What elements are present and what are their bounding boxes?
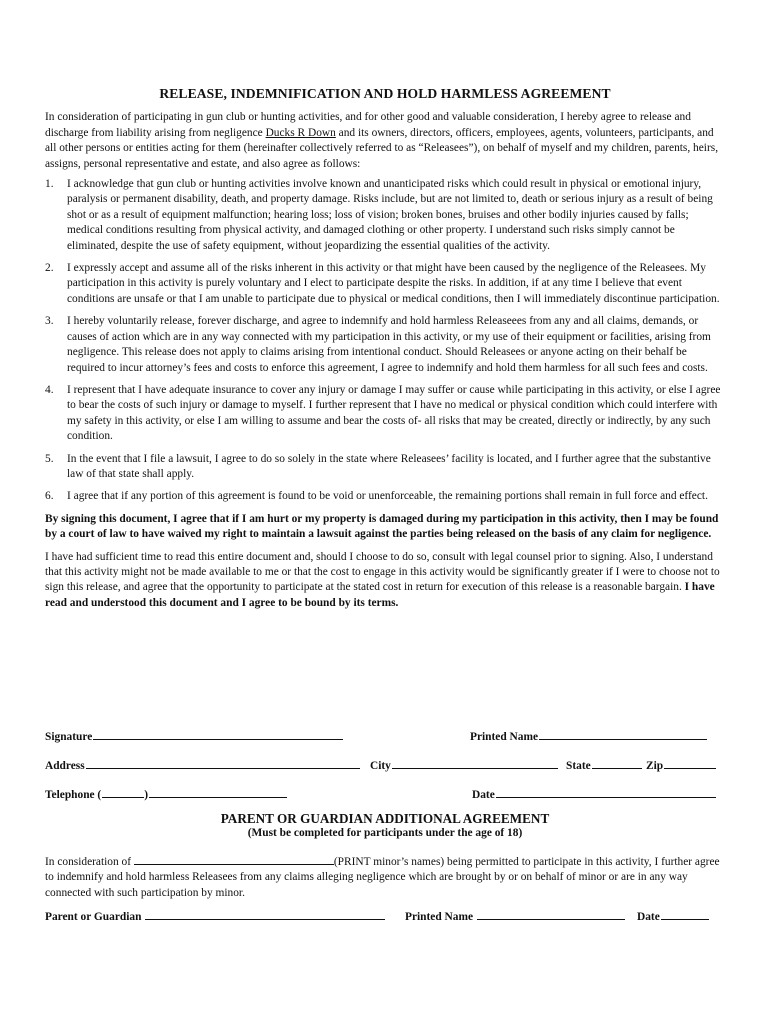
waiver-statement: By signing this document, I agree that if I am hurt or my property is damaged during my participation in this activity, then I may be found by a court of law to have waived my right to maintain a lawsuit against the parties being released on the basis of any claim for negligence.	[45, 512, 719, 541]
state-line[interactable]	[592, 756, 642, 769]
term-number: 4.	[45, 383, 54, 396]
terms-list	[45, 177, 725, 505]
telephone-line[interactable]	[149, 785, 287, 798]
address-row	[45, 756, 725, 774]
term-item-3	[45, 314, 725, 376]
guardian-date-label: Date	[637, 911, 660, 923]
guardian-title: PARENT OR GUARDIAN ADDITIONAL AGREEMENT	[220, 811, 550, 826]
guardian-date-line[interactable]	[661, 907, 709, 920]
closing-paragraph	[45, 550, 725, 612]
term-text: I represent that I have adequate insurance to cover any injury or damage I may suffer or cause while participating in this activity, or else I agree to bear the costs of such injury or damage to myself. I further represent that I have no medical or physical condition which could interfere with my safety in this activity, or else I am willing to assume and bear the costs of- all risks that may be created, directly or indirectly, by any such condition.	[67, 383, 721, 443]
guardian-printed-name-field[interactable]	[405, 907, 625, 925]
term-item-1	[45, 177, 725, 254]
closing-bold-text: I have read and understood this document and I agree to be bound by its terms.	[45, 581, 715, 609]
guardian-subtitle: (Must be completed for participants under the age of 18)	[247, 827, 523, 840]
zip-label: Zip	[646, 760, 664, 772]
date-line[interactable]	[496, 785, 716, 798]
area-code-line[interactable]	[102, 785, 144, 798]
signature-row	[45, 727, 725, 745]
term-text: I hereby voluntarily release, forever discharge, and agree to indemnify and hold harmless Releaseees from any and all claims, demands, or causes of action which are in any way connected with my participation in this activity, or my use of their equipment or facilities, arising from negligence. This release does not apply to claims arising from intentional conduct. Should Releasees or anyone acting on their behalf be required to incur attorney’s fees and costs to enforce this agreement, I agree to indemnify and hold them harmless for all such fees and costs.	[67, 315, 711, 374]
minor-names-line[interactable]	[134, 852, 334, 865]
term-item-4	[45, 383, 725, 445]
intro-text-before: In consideration of participating in gun club or hunting activities, and for other good and valuable consideration, I hereby agree to release and discharge from liability arising from negligence	[45, 111, 691, 139]
guardian-lead: In consideration of	[45, 856, 134, 868]
signature-field[interactable]	[45, 727, 343, 745]
date-field[interactable]	[472, 785, 716, 803]
term-number: 5.	[45, 452, 54, 465]
signature-label: Signature	[45, 731, 93, 743]
release-agreement-document	[45, 86, 725, 618]
guardian-printed-name-label: Printed Name	[405, 911, 474, 923]
signature-line[interactable]	[93, 727, 343, 740]
intro-paragraph	[45, 110, 725, 172]
parent-guardian-label: Parent or Guardian	[45, 911, 142, 923]
term-item-5	[45, 452, 725, 483]
term-text: In the event that I file a lawsuit, I agree to do so solely in the state where Releasees’ facility is located, and I further agree that the substantive law of that state shall apply.	[67, 452, 711, 480]
document-title: RELEASE, INDEMNIFICATION AND HOLD HARMLESS AGREEMENT	[159, 86, 611, 101]
guardian-paragraph	[45, 852, 725, 901]
printed-name-label: Printed Name	[470, 731, 539, 743]
term-item-2	[45, 261, 725, 307]
guardian-printed-name-line[interactable]	[477, 907, 625, 920]
guardian-text: (PRINT minor’s names) being permitted to participate in this activity, I further agree to indemnify and hold harmless Releasees from any claims alleging negligence which are brought by or on behalf of minor or are in any way connected with such participation by minor.	[45, 856, 720, 899]
zip-field[interactable]	[646, 756, 716, 774]
address-field[interactable]	[45, 756, 360, 774]
city-line[interactable]	[392, 756, 558, 769]
term-number: 6.	[45, 490, 54, 503]
intro-text-after: and its owners, directors, officers, employees, agents, volunteers, participants, and all other persons or entities acting for them (hereinafter collectively referred to as “Releasees”), on behalf of myself and my children, parents, heirs, assigns, personal representative and estate, and also agree as follows:	[45, 126, 719, 170]
address-label: Address	[45, 760, 85, 772]
telephone-label: Telephone (	[45, 789, 102, 801]
guardian-section-header	[45, 811, 725, 842]
printed-name-line[interactable]	[539, 727, 707, 740]
term-text: I agree that if any portion of this agreement is found to be void or unenforceable, the remaining portions shall remain in full force and effect.	[67, 490, 708, 503]
term-text: I acknowledge that gun club or hunting activities involve known and unanticipated risks which could result in physical or emotional injury, paralysis or permanent disability, death, and property damage. Risks include, but are not limited to, death or serious injury as a result of being shot or as a result of equipment malfunction; hearing loss; loss of vision; broken bones, bruises and other bodily injuries caused by falls; medical conditions resulting from physical activity, and damaged clothing or other property. I understand such risks simply cannot be eliminated, despite the use of safety equipment, without jeopardizing the essential qualities of the activity.	[67, 178, 713, 252]
city-field[interactable]	[370, 756, 558, 774]
parent-guardian-field[interactable]	[45, 907, 385, 925]
state-label: State	[566, 760, 591, 772]
state-field[interactable]	[566, 756, 642, 774]
closing-text: I have had sufficient time to read this entire document and, should I choose to do so, consult with legal counsel prior to signing. Also, I understand that this activity might not be made available to me or that the cost to engage in this activity would be significantly greater if I were to choose not to sign this release, and agree that the opportunity to participate at the stated cost in return for execution of this release is a reasonable bargain.	[45, 550, 720, 594]
guardian-signature-row	[45, 907, 725, 925]
term-item-6	[45, 489, 725, 504]
zip-line[interactable]	[664, 756, 716, 769]
telephone-row	[45, 785, 725, 803]
term-text: I expressly accept and assume all of the risks inherent in this activity or that might have been caused by the negligence of the Releasees. My participation in this activity is purely voluntary and I elect to participate despite the risks. In addition, if at any time I believe that event conditions are unsafe or that I am unable to participate due to physical or medical conditions, then I will immediately discontinue participation.	[67, 262, 720, 305]
city-label: City	[370, 760, 391, 772]
term-number: 3.	[45, 315, 54, 328]
telephone-close: )	[144, 789, 149, 801]
term-number: 1.	[45, 178, 54, 191]
address-line[interactable]	[86, 756, 360, 769]
telephone-field[interactable]	[45, 785, 287, 803]
business-name: Ducks R Down	[265, 126, 336, 139]
guardian-date-field[interactable]	[637, 907, 709, 925]
parent-guardian-line[interactable]	[145, 907, 385, 920]
term-number: 2.	[45, 262, 54, 275]
date-label: Date	[472, 789, 495, 801]
printed-name-field[interactable]	[470, 727, 707, 745]
